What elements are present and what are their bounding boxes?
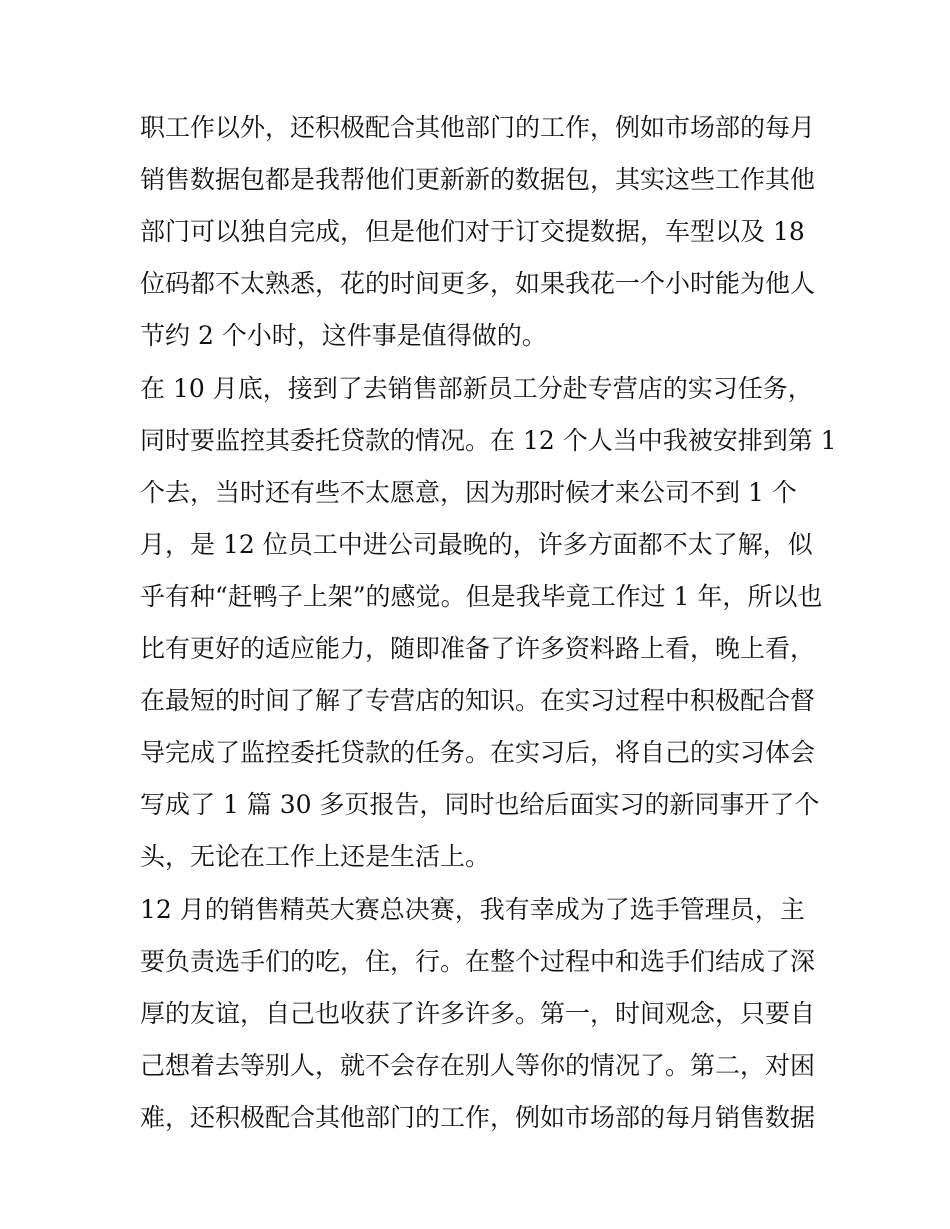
paragraph-3-line-4: 己想着去等别人，就不会存在别人等你的情况了。第二，对困 [140,1051,816,1080]
paragraph-2-line-3: 个去，当时还有些不太愿意，因为那时候才来公司不到 1 个 [140,478,797,507]
paragraph-3-line-5: 难，还积极配合其他部门的工作，例如市场部的每月销售数据 [140,1103,816,1132]
paragraph-1-line-4: 位码都不太熟悉，花的时间更多，如果我花一个小时能为他人 [140,269,816,298]
paragraph-2-line-4: 月，是 12 位员工中进公司最晚的，许多方面都不太了解，似 [140,530,813,559]
paragraph-2-line-7: 在最短的时间了解了专营店的知识。在实习过程中积极配合督 [140,686,816,715]
paragraph-3-line-2: 要负责选手们的吃，住，行。在整个过程中和选手们结成了深 [140,947,816,976]
paragraph-1-line-2: 销售数据包都是我帮他们更新新的数据包，其实这些工作其他 [140,165,816,194]
paragraph-2-line-10: 头，无论在工作上还是生活上。 [140,842,491,871]
paragraph-1-line-1: 职工作以外，还积极配合其他部门的工作，例如市场部的每月 [140,113,816,142]
paragraph-2-line-5: 乎有种“赶鸭子上架”的感觉。但是我毕竟工作过 1 年，所以也 [140,582,823,611]
paragraph-1-line-5: 节约 2 个小时，这件事是值得做的。 [140,321,547,350]
paragraph-2-line-6: 比有更好的适应能力，随即准备了许多资料路上看，晚上看， [140,634,816,663]
paragraph-3-line-1: 12 月的销售精英大赛总决赛，我有幸成为了选手管理员，主 [140,895,805,924]
paragraph-2-line-1: 在 10 月底，接到了去销售部新员工分赴专营店的实习任务， [140,374,813,403]
paragraph-1-line-3: 部门可以独自完成，但是他们对于订交提数据，车型以及 18 [140,217,805,246]
paragraph-2-line-8: 导完成了监控委托贷款的任务。在实习后，将自己的实习体会 [140,738,816,767]
paragraph-3-line-3: 厚的友谊，自己也收获了许多许多。第一，时间观念，只要自 [140,999,816,1028]
paragraph-2-line-9: 写成了 1 篇 30 多页报告，同时也给后面实习的新同事开了个 [140,790,820,819]
paragraph-2-line-2: 同时要监控其委托贷款的情况。在 12 个人当中我被安排到第 1 [140,426,837,455]
